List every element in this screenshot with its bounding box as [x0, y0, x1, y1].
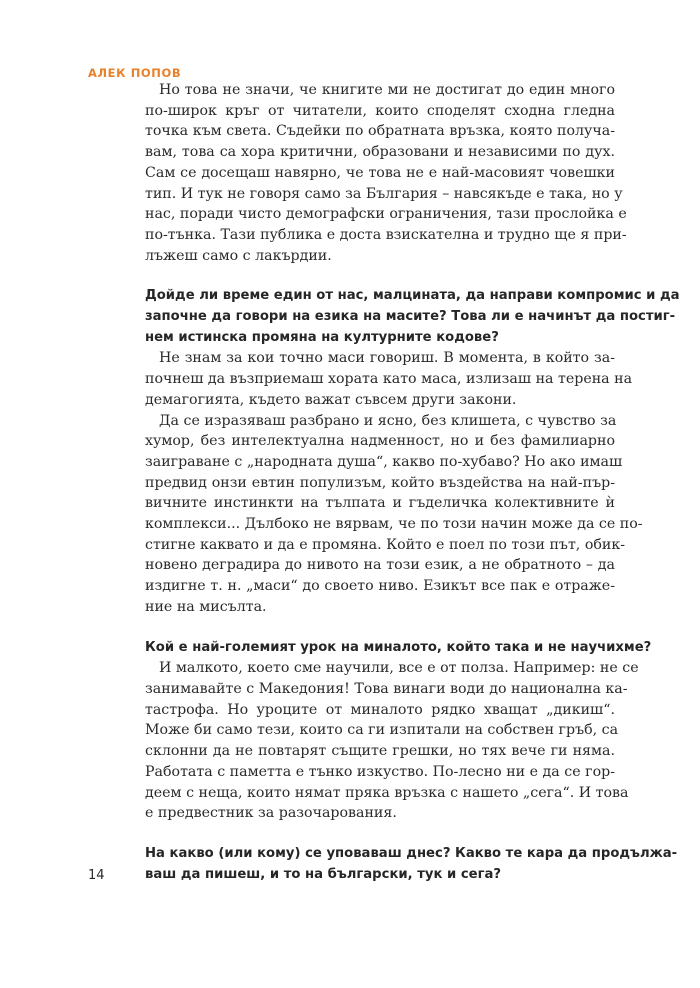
text-line: издигне т. н. „маси“ до своето ниво. Езикът все пак е отраже- [145, 578, 615, 595]
answer-paragraph [145, 80, 627, 266]
question-line: започне да говори на езика на масите? Това ли е начинът да постиг- [145, 309, 676, 325]
text-line: по-широк кръг от читатели, които споделят сходна гледна [145, 102, 615, 119]
text-line: Не знам за кои точно маси говориш. В момента, в който за- [159, 350, 615, 367]
answer-paragraph [145, 348, 633, 410]
question-line: На какво (или кому) се уповаваш днес? Какво те кара да продължа- [145, 845, 678, 861]
text-line: занимавайте с Македония! Това винаги води до национална ка- [145, 680, 628, 697]
text-line: Може би само тези, които са ги изпитали на собствен гръб, са [145, 722, 619, 739]
text-line: демагогията, където важат съвсем други закони. [145, 391, 517, 408]
text-line: новено деградира до нивото на този език, а не обратното – да [145, 557, 615, 574]
text-line: заиграване с „народната душа“, какво по-хубаво? Но ако имаш [145, 453, 623, 470]
interview-question [145, 638, 652, 659]
text-line: Да се изразяваш разбрано и ясно, без клишета, с чувство за [159, 412, 617, 429]
text-line: е предвестник за разочарования. [145, 805, 397, 822]
question-line: Кой е най-големият урок на миналото, който така и не научихме? [145, 639, 652, 655]
answer-paragraph [145, 411, 643, 618]
text-line: лъжеш само с лакърдии. [145, 247, 332, 264]
text-line: тастрофа. Но уроците от миналото рядко хващат „дикиш“. [145, 701, 615, 718]
interview-question [145, 286, 680, 348]
text-line: хумор, без интелектуална надменност, но и без фамилиарно [145, 433, 615, 450]
text-line: склонни да не повтарят същите грешки, но тях вече ги няма. [145, 743, 615, 760]
question-line: нем истинска промяна на културните кодове? [145, 329, 499, 345]
text-line: ние на мисълта. [145, 598, 267, 615]
text-line: по-тънка. Тази публика е доста взискателна и трудно ще я при- [145, 226, 627, 243]
text-line: Но това не значи, че книгите ми не достигат до един много [159, 82, 615, 98]
text-line: Работата с паметта е тънко изкуство. По-лесно ни е да се гор- [145, 763, 615, 780]
interview-question [145, 844, 678, 885]
text-line: предвид онзи евтин популизъм, който въздейства на най-пър- [145, 474, 615, 491]
running-head: АЛЕК ПОПОВ [88, 66, 182, 80]
answer-paragraph [145, 658, 639, 824]
text-line: стигне каквато и да е промяна. Който е поел по този път, обик- [145, 536, 626, 553]
question-line: ваш да пишеш, и то на български, тук и сега? [145, 866, 502, 882]
text-line: вичните инстинкти на тълпата и гъделичка колективните ѝ [145, 495, 615, 512]
page-body [145, 80, 680, 885]
text-line: почнеш да възприемаш хората като маса, излизаш на терена на [145, 371, 633, 388]
text-line: деем с неща, които нямат пряка връзка с нашето „сега“. И това [145, 784, 629, 801]
text-line: нас, поради чисто демографски ограничения, тази прослойка е [145, 206, 627, 223]
question-line: Дойде ли време един от нас, малцината, да направи компромис и да [145, 288, 680, 304]
text-line: комплекси... Дълбоко не вярвам, че по този начин може да се по- [145, 516, 643, 533]
text-line: вам, това са хора критични, образовани и независими по дух. [145, 144, 615, 161]
text-line: И малкото, което сме научили, все е от полза. Например: не се [159, 660, 639, 677]
page-number: 14 [88, 868, 105, 883]
text-line: точка към света. Съдейки по обратната връзка, която получа- [145, 123, 615, 140]
text-line: Сам се досещаш навярно, че това не е най-масовият човешки [145, 164, 615, 181]
text-line: тип. И тук не говоря само за България – навсякъде е така, но у [145, 185, 623, 202]
